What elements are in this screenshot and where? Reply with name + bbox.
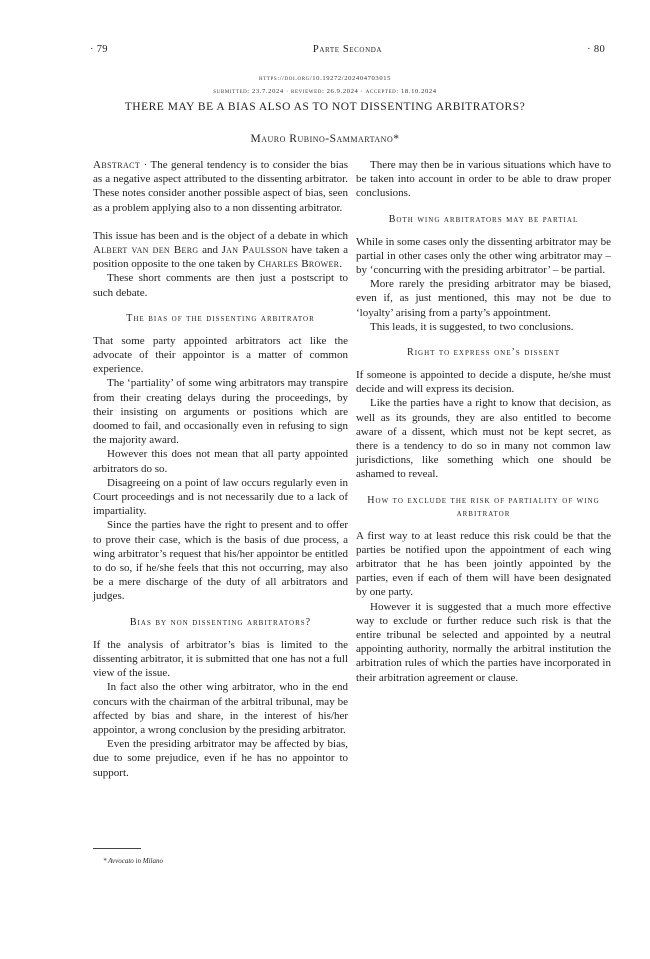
footnote-divider xyxy=(93,848,141,849)
abstract-label: Abstract xyxy=(93,159,141,171)
body-paragraph: If the analysis of arbitrator’s bias is limited to the dissenting arbitrator, it is submitted that one has not a full view of the issue. xyxy=(93,638,348,680)
right-column xyxy=(356,158,611,685)
author-name: Mauro Rubino-Sammartano* xyxy=(250,133,400,145)
intro-paragraph xyxy=(93,229,348,272)
intro-paragraph: These short comments are then just a postscript to such debate. xyxy=(93,272,348,299)
page-number-right: · 80 xyxy=(587,44,605,55)
body-paragraph: However this does not mean that all party appointed arbitrators do so. xyxy=(93,448,348,475)
body-paragraph: While in some cases only the dissenting arbitrator may be partial in other cases only the other wing arbitrator may – by ‘concurring with the presiding arbitrator’ – be partial. xyxy=(356,235,611,277)
body-paragraph: Disagreeing on a point of law occurs regularly even in Court proceedings and is not necessarily due to a lack of impartiality. xyxy=(93,476,348,518)
cited-author: Jan Paulsson xyxy=(221,244,288,257)
body-paragraph: This leads, it is suggested, to two conclusions. xyxy=(370,320,574,333)
cited-author: Charles Brower xyxy=(257,258,340,271)
left-column xyxy=(93,158,348,780)
section-title: Parte Seconda xyxy=(312,44,383,55)
body-paragraph: More rarely the presiding arbitrator may be biased, even if, as just mentioned, this may not be due to ‘loyalty’ arising from a party’s appointment. xyxy=(356,278,611,319)
intro-text: This issue has been and is the object of a debate in which xyxy=(93,229,348,242)
article-title: THERE MAY BE A BIAS ALSO AS TO NOT DISSENTING ARBITRATORS? xyxy=(124,101,526,113)
body-paragraph: That some party appointed arbitrators act like the advocate of their appointor is a matter of common experience. xyxy=(93,334,348,376)
spacer xyxy=(93,215,348,229)
intro-text: have taken a position opposite to the one taken by xyxy=(93,244,349,271)
body-paragraph: The ‘partiality’ of some wing arbitrators may transpire from their creating delays during the proceedings, by their insisting on arguments or positions which are doomed to fail, and occasionally even in refusing to sign the majority award. xyxy=(93,377,348,447)
page-number-left: · 79 xyxy=(90,44,108,55)
cited-author: Albert van den Berg xyxy=(93,244,199,257)
section-heading: Bias by non dissenting arbitrators? xyxy=(129,616,312,628)
section-heading: Right to express one’s dissent xyxy=(407,347,560,359)
running-head xyxy=(90,44,605,58)
section-heading: The bias of the dissenting arbitrator xyxy=(126,312,315,324)
doi-link[interactable]: https://doi.org/10.19272/202404703015 xyxy=(258,75,392,82)
section-heading: How to exclude the risk of partiality of wing arbitrator xyxy=(367,494,600,519)
body-paragraph: If someone is appointed to decide a dispute, he/she must decide and will express its decision. xyxy=(356,369,611,396)
body-paragraph: However it is suggested that a much more effective way to exclude or further reduce such risk is that the entire tribunal be selected and appointed by a neutral appointing authority, normally the arbitral institution the arbitration rules of which the parties have incorporated in their arbitration agreement or clause. xyxy=(356,600,611,684)
body-paragraph: There may then be in various situations which have to be taken into account in order to be able to draw proper conclusions. xyxy=(356,159,611,200)
body-paragraph: In fact also the other wing arbitrator, who in the end concurs with the chairman of the arbitral tribunal, may be affected by bias and share, in the interest of his/her appointor, a wrong conclusion by the presiding arbitrator. xyxy=(93,681,348,736)
intro-text: and xyxy=(198,244,222,257)
body-paragraph: Since the parties have the right to present and to offer to prove their case, which is the basis of due process, a wing arbitrator’s request that his/her appointor be entitled to do so, if he/she feels that this not occurring, may also be a mere discharge of the duty of all arbitrators and judges. xyxy=(93,519,348,603)
section-heading: Both wing arbitrators may be partial xyxy=(388,213,579,225)
body-paragraph: A first way to at least reduce this risk could be that the parties be notified upon the appointment of each wing arbitrator that he has been jointly appointed by the parties, even if each of them will have been designated by one party. xyxy=(356,529,611,599)
submission-dates: submitted: 23.7.2024 · reviewed: 26.9.2024 · accepted: 18.10.2024 xyxy=(213,88,437,95)
abstract-text: · The general tendency is to consider the bias as a negative aspect attributed to the dissenting arbitrator. These notes consider another possible aspect of bias, seen as a problem applying also to a non dissenting arbitrator. xyxy=(93,159,348,214)
body-paragraph: Even the presiding arbitrator may be affected by bias, due to some prejudice, even if he has no appointor to support. xyxy=(93,738,348,779)
intro-text: . xyxy=(339,258,343,271)
abstract xyxy=(93,158,348,215)
footnote: * Avvocato in Milano xyxy=(103,857,163,865)
body-paragraph: Like the parties have a right to know that decision, as well as its grounds, they are also entitled to become aware of a dissent, which must not be kept secret, as there is a tendency to do so in many not common law jurisdictions, like something which one should be ashamed to reveal. xyxy=(356,397,611,481)
